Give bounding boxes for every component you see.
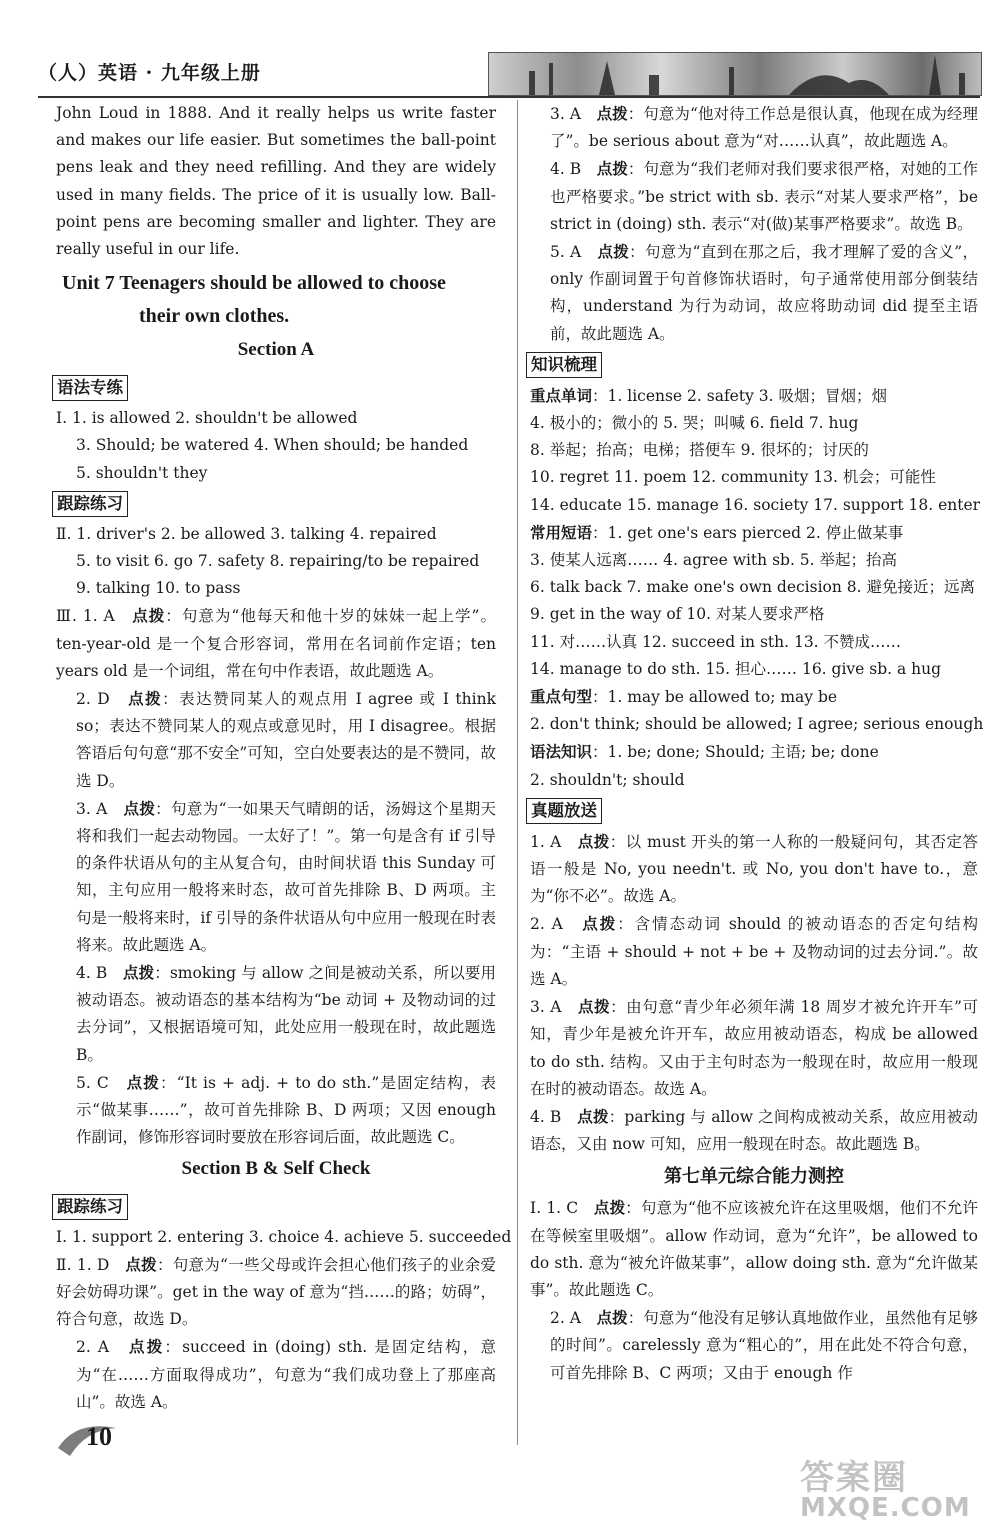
- knowledge-line: 重点句型：1. may be allowed to; may be: [530, 687, 838, 707]
- grammar-line: Ⅰ. 1. is allowed 2. shouldn't be allowed: [56, 409, 358, 428]
- answer-item: 1. A 点拨：以 must 开头的第一人称的一般疑问句，其否定答语一般是 No, you needn't. 或 No, you don't have to.，意为“你不必”。故选 A。: [530, 831, 978, 906]
- answer-item: 3. A 点拨：由句意“青少年必须年满 18 周岁才被允许开车”可知，青少年是被允许开车，故应用被动语态，构成 be allowed to do sth. 结构。又由于主句时态为一般现在时，故应用一般现在时的被动语态。故选 A。: [530, 997, 978, 1098]
- knowledge-line: 3. 使某人远离…… 4. agree with sb. 5. 举起；抬高: [530, 551, 898, 570]
- answer-item: 2. D 点拨：表达赞同某人的观点用 I agree 或 I think so；表达不赞同某人的观点或意见时，用 I disagree。根据答语后句句意“那不安全”可知，空白处要表达的是不赞同，故选 D。: [76, 689, 496, 790]
- left-column: [56, 100, 512, 1416]
- knowledge-line: 9. get in the way of 10. 对某人要求严格: [530, 605, 825, 624]
- answer-item: 2. A 点拨：含情态动词 should 的被动语态的否定句结构为：“主语 + should + not + be + 及物动词的过去分词.”。故选 A。: [530, 914, 978, 988]
- page-number-text: 10: [86, 1422, 112, 1451]
- knowledge-line: 14. educate 15. manage 16. society 17. support 18. enter: [530, 495, 981, 514]
- column-divider: [517, 100, 518, 1445]
- answer-item: 4. B 点拨：句意为“我们老师对我们要求很严格，对她的工作也严格要求。”be strict with sb. 表示“对某人要求严格”，be strict in (doing) sth. 表示“对(做)某事严格要求”。故选 B。: [550, 159, 978, 233]
- right-column: [530, 100, 984, 1387]
- answer-item: Ⅱ. 1. D 点拨：句意为“一些父母或许会担心他们孩子的业余爱好会妨碍功课”。get in the way of 意为“挡……的路；妨碍”，符合句意，故选 D。: [56, 1254, 496, 1329]
- intro-paragraph: John Loud in 1888. And it really helps us write faster and makes our life easier. But sometimes the ball-point pens leak and they need refilling. And they are widely used in many fields. The price of it is usually low. Ball-point pens are becoming smaller and lighter. They are really useful in our life.: [56, 104, 496, 259]
- grammar-line: 3. Should; be watered 4. When should; be handed: [76, 436, 469, 455]
- knowledge-line: 4. 极小的；微小的 5. 哭；叫喊 6. field 7. hug: [530, 414, 859, 433]
- answer-item: 5. A 点拨：句意为“直到在那之后，我才理解了爱的含义”，only 作副词置于句首修饰状语时，句子通常使用部分倒装结构，understand 为行为动词，故应将助动词 did 提至主语前，故此题选 A。: [550, 242, 978, 343]
- knowledge-line: 11. 对……认真 12. succeed in sth. 13. 不赞成……: [530, 632, 902, 651]
- knowledge-line: 8. 举起；抬高；电梯；搭便车 9. 很坏的；讨厌的: [530, 441, 869, 460]
- watermark-url: MXQE.COM: [800, 1493, 971, 1523]
- section-b-title: Section B & Self Check: [181, 1157, 371, 1179]
- unit-title-line2: their own clothes.: [139, 305, 290, 328]
- header-banner-image: [488, 52, 982, 96]
- knowledge-line: 14. manage to do sth. 15. 担心…… 16. give sb. a hug: [530, 659, 942, 678]
- watermark: [800, 1450, 995, 1525]
- answer-item: 4. B 点拨：smoking 与 allow 之间是被动关系，所以要用被动语态。被动语态的基本结构为“be 动词 + 及物动词的过去分词”，又根据语境可知，此处应用一般现在时，故此题选 B。: [76, 963, 496, 1064]
- unit-title-line1: Unit 7 Teenagers should be allowed to choose: [62, 272, 446, 295]
- answer-item: 3. A 点拨：句意为“他对待工作总是很认真，他现在成为经理了”。be serious about 意为“对……认真”，故此题选 A。: [550, 104, 978, 151]
- grammar-practice-label: 语法专练: [52, 375, 128, 401]
- sb-line: Ⅰ. 1. support 2. entering 3. choice 4. achieve 5. succeeded: [56, 1227, 512, 1246]
- answer-item: Ⅰ. 1. C 点拨：句意为“他不应该被允许在这里吸烟，他们不允许在等候室里吸烟”。allow 作动词，意为“允许”，be allowed to do sth. 意为“被允许做某事”，allow doing sth. 意为“允许做某事”。故此题选 C。: [530, 1198, 978, 1299]
- tracking-practice-label: 跟踪练习: [52, 491, 128, 517]
- header-rule: [38, 96, 980, 98]
- answer-item: 2. A 点拨：succeed in (doing) sth. 是固定结构，意为“在……方面取得成功”，句意为“我们成功登上了那座高山”。故选 A。: [76, 1337, 496, 1411]
- section-a-title: Section A: [237, 339, 315, 361]
- track-line: Ⅱ. 1. driver's 2. be allowed 3. talking 4. repaired: [56, 524, 437, 543]
- grammar-line: 5. shouldn't they: [76, 463, 208, 482]
- knowledge-line: 10. regret 11. poem 12. community 13. 机会；可能性: [530, 468, 936, 487]
- answer-item: 5. C 点拨：“It is + adj. + to do sth.”是固定结构，表示“做某事……”，故可首先排除 B、D 两项；又因 enough 作副词，修饰形容词时要放在形容词后面，故此题选 C。: [76, 1072, 496, 1147]
- answer-item: 3. A 点拨：句意为“一如果天气晴朗的话，汤姆这个星期天将和我们一起去动物园。一太好了！”。第一句是含有 if 引导的条件状语从句的主从复合句，由时间状语 this Sunday 可知，主句应用一般将来时态，故可首先排除 B、D 两项。主句是一般将来时，if 引导的条件状语从句中应用一般现在时表将来。故此题选 A。: [76, 798, 496, 954]
- unit-test-title: 第七单元综合能力测控: [664, 1166, 844, 1188]
- track-line: 5. to visit 6. go 7. safety 8. repairing/to be repaired: [76, 552, 480, 571]
- answer-item: 2. A 点拨：句意为“他没有足够认真地做作业，虽然他有足够的时间”。carelessly 意为“粗心的”，用在此处不符合句意，可首先排除 B、C 两项；又由于 enough 作: [550, 1308, 978, 1382]
- header-title: （人）英语 · 九年级上册: [38, 62, 261, 84]
- answer-item: Ⅲ. 1. A 点拨：句意为“他每天和他十岁的妹妹一起上学”。ten-year-old 是一个复合形容词，常用在名词前作定语；ten years old 是一个词组，常在句中作表语，故此题选 A。: [56, 606, 496, 680]
- page-number: [56, 1418, 126, 1462]
- knowledge-review-label: 知识梳理: [526, 352, 602, 378]
- unit-title: [62, 267, 496, 333]
- tracking-practice-label-2: 跟踪练习: [52, 1194, 128, 1220]
- answer-item: 4. B 点拨：parking 与 allow 之间构成被动关系，故应用被动语态，又由 now 可知，应用一般现在时态。故此题选 B。: [530, 1106, 978, 1154]
- knowledge-line: 重点单词：1. license 2. safety 3. 吸烟；冒烟；烟: [530, 385, 887, 405]
- knowledge-line: 6. talk back 7. make one's own decision 8. 避免接近；远离: [530, 578, 976, 597]
- knowledge-line: 2. shouldn't; should: [530, 770, 685, 789]
- knowledge-line: 语法知识：1. be; done; Should; 主语; be; done: [530, 742, 879, 762]
- skyline-illustration: [489, 53, 981, 95]
- knowledge-line: 常用短语：1. get one's ears pierced 2. 停止做某事: [530, 522, 904, 542]
- exam-questions-label: 真题放送: [526, 798, 602, 824]
- track-line: 9. talking 10. to pass: [76, 579, 241, 598]
- watermark-cn: 答案圈: [800, 1458, 908, 1498]
- knowledge-line: 2. don't think; should be allowed; I agree; serious enough: [530, 715, 984, 734]
